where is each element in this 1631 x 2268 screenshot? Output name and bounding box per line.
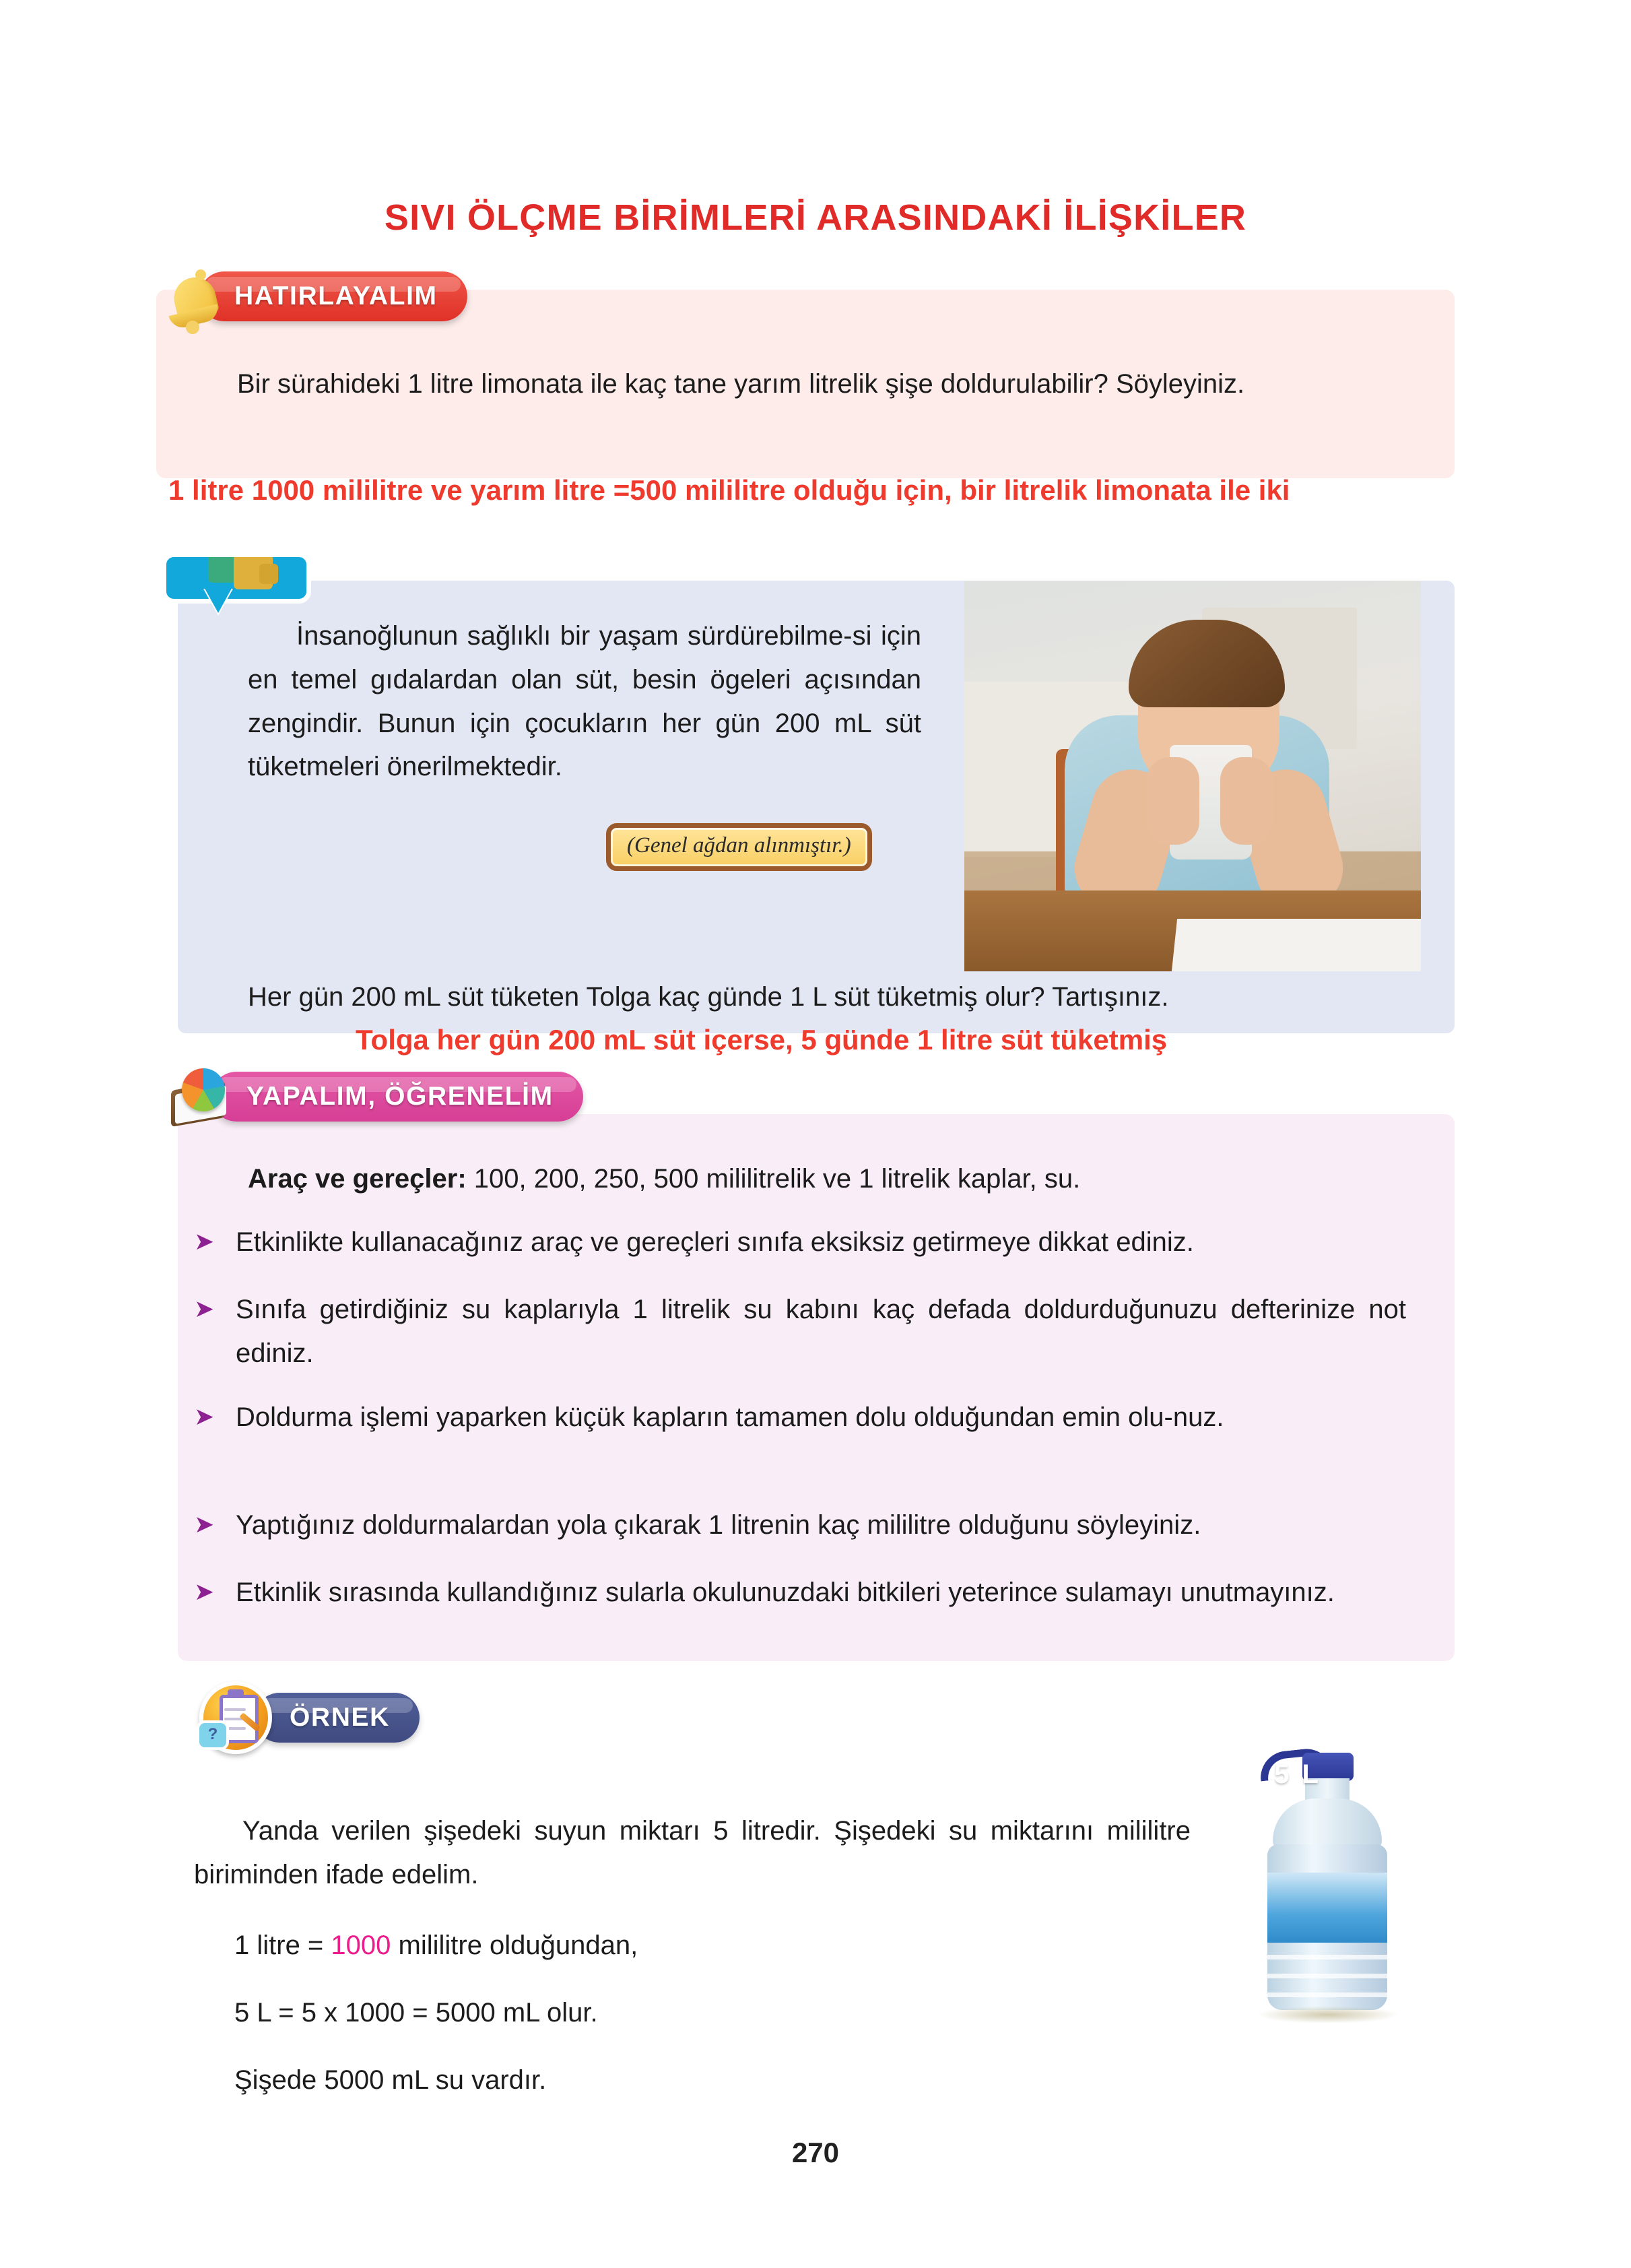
ornek-solution-line-3: Şişede 5000 mL su vardır. [234,2065,547,2095]
hatirlayalim-badge-pill [199,271,467,321]
hatirlayalim-badge [166,264,467,329]
yapalim-badge-pill [211,1072,583,1122]
book-pie-chart-icon [168,1066,236,1128]
bullet-arrow-icon: ➤ [194,1510,215,1538]
ornek-solution-line-2: 5 L = 5 x 1000 = 5000 mL olur. [234,1998,598,2028]
ornek-badge [199,1681,420,1754]
bullet-arrow-icon: ➤ [194,1402,215,1430]
solution-1-number: 1000 [331,1931,391,1960]
bell-icon [166,264,222,329]
bullet-arrow-icon: ➤ [194,1578,215,1605]
bullet-arrow-icon: ➤ [194,1295,215,1322]
list-item-text: Doldurma işlemi yaparken küçük kapların tamamen dolu olduğundan emin olu-nuz. [236,1402,1224,1432]
milk-answer: Tolga her gün 200 mL süt içerse, 5 günde 1 litre süt tüketmiş [356,1024,1168,1056]
list-item-text: Sınıfa getirdiğiniz su kaplarıyla 1 litrelik su kabını kaç defada doldurduğunuzu defterinize not ediniz. [236,1295,1406,1368]
list-item [194,1503,1406,1547]
bottle-label: 5 L [1274,1759,1321,1789]
list-item [194,1571,1406,1615]
source-tag: (Genel ağdan alınmıştır.) [606,823,872,871]
materials-label: Araç ve gereçler: [248,1164,467,1194]
bullet-arrow-icon: ➤ [194,1227,215,1255]
ornek-badge-label: ÖRNEK [290,1703,390,1732]
solution-1-pre: 1 litre = [234,1931,331,1960]
ornek-badge-pill [255,1693,420,1743]
question-mark-icon: ? [197,1720,229,1750]
solution-1-post: mililitre olduğundan, [391,1931,638,1960]
list-item [194,1396,1406,1439]
list-item [194,1288,1406,1375]
yapalim-badge-label: YAPALIM, ÖĞRENELİM [246,1082,554,1111]
hatirlayalim-question: Bir sürahideki 1 litre limonata ile kaç tane yarım litrelik şişe doldurulabilir? Söyleyiniz. [237,369,1245,399]
ornek-solution-line-1 [234,1924,1110,1968]
milk-paragraph: İnsanoğlunun sağlıklı bir yaşam sürdürebilme-si için en temel gıdalardan olan süt, besin ögeleri açısından zengindir. Bunun için çocukların her gün 200 mL süt tüketmeleri önerilmektedir. [248,621,921,782]
list-item-text: Etkinlikte kullanacağınız araç ve gereçleri sınıfa eksiksiz getirmeye dikkat ediniz. [236,1227,1194,1257]
yapalim-badge [168,1066,583,1128]
hatirlayalim-badge-label: HATIRLAYALIM [234,282,438,311]
puzzle-globe-speech-bubble-icon [162,552,302,614]
page-number: 270 [791,2137,840,2168]
materials-value: 100, 200, 250, 500 mililitrelik ve 1 litrelik kaplar, su. [473,1164,1081,1194]
five-litre-water-bottle-illustration [1238,1745,1406,2028]
materials-line [248,1157,1393,1201]
ornek-problem: Yanda verilen şişedeki suyun miktarı 5 litredir. Şişedeki su miktarını mililitre biriminden ifade edelim. [194,1816,1191,1889]
boy-drinking-milk-photo [964,581,1421,971]
list-item-text: Yaptığınız doldurmalardan yola çıkarak 1 litrenin kaç mililitre olduğunu söyleyiniz. [236,1510,1201,1540]
list-item [194,1221,1406,1264]
list-item-text: Etkinlik sırasında kullandığınız sularla okulunuzdaki bitkileri yeterince sulamayı unutmayınız. [236,1578,1335,1607]
page-title: SIVI ÖLÇME BİRİMLERİ ARASINDAKİ İLİŞKİLER [384,197,1247,238]
milk-question: Her gün 200 mL süt tüketen Tolga kaç günde 1 L süt tüketmiş olur? Tartışınız. [248,982,1169,1012]
clipboard-pencil-icon [199,1681,272,1754]
hatirlayalim-answer: 1 litre 1000 mililitre ve yarım litre =500 mililitre olduğu için, bir litrelik limonata ile iki [168,474,1290,506]
